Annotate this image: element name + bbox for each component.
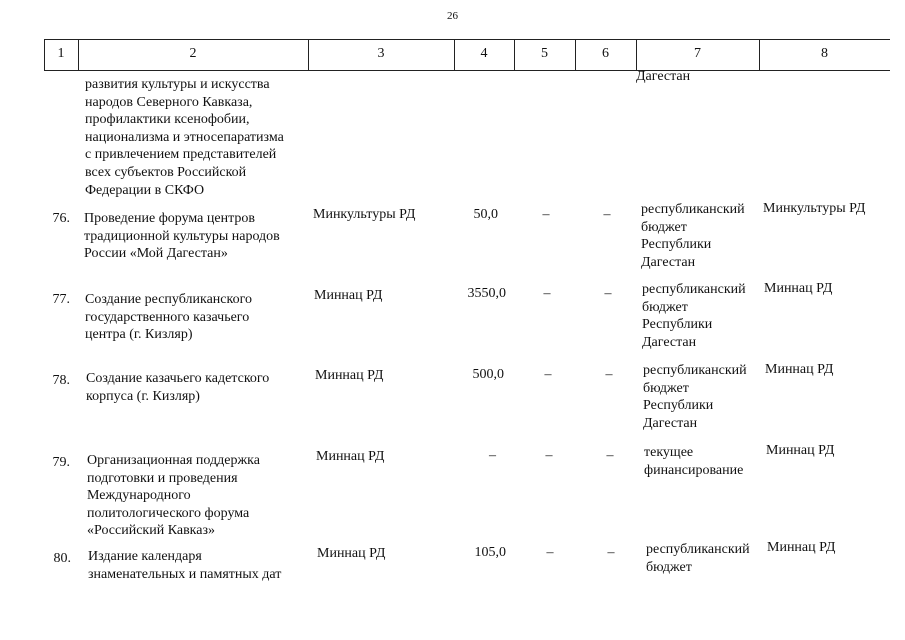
row-col5: –: [542, 207, 550, 222]
text-line: Дагестан: [641, 254, 696, 270]
row-description: [87, 452, 317, 540]
row-source: [641, 201, 766, 271]
row-col5: –: [543, 286, 551, 301]
row-amount: 105,0: [474, 545, 506, 560]
row-amount: 50,0: [473, 207, 498, 222]
row-responsible: Минкультуры РД: [763, 201, 866, 216]
text-line: традиционной культуры народов: [84, 228, 280, 244]
row-responsible: Миннац РД: [766, 443, 835, 458]
header-col-6: 6: [602, 46, 609, 61]
text-line: текущее: [644, 445, 694, 460]
text-line: всех субъектов Российской: [85, 164, 247, 180]
row-col6: –: [603, 207, 611, 222]
row-col6: –: [605, 367, 613, 382]
text-line: республиканский: [641, 202, 745, 217]
text-line: бюджет: [643, 380, 689, 396]
text-line: России «Мой Дагестан»: [84, 246, 228, 262]
row-source: [644, 444, 769, 479]
row-number: 77.: [52, 292, 70, 307]
text-line: республиканский: [642, 282, 746, 297]
header-col-3: 3: [377, 46, 385, 61]
text-line: Международного: [87, 488, 191, 504]
row-amount: 500,0: [472, 367, 504, 382]
text-line: знаменательных и памятных дат: [88, 566, 282, 582]
row-number: 79.: [52, 455, 70, 470]
text-line: бюджет: [642, 299, 688, 315]
row-responsible: Миннац РД: [767, 540, 836, 555]
row-source: [646, 541, 771, 576]
row-executor: Миннац РД: [315, 368, 384, 383]
text-line: Создание республиканского: [85, 292, 252, 307]
row-col5: –: [544, 367, 552, 382]
header-col-2: 2: [189, 46, 197, 61]
text-line: Республики: [643, 398, 714, 414]
text-line: республиканский: [646, 542, 750, 557]
row-description: [88, 548, 318, 583]
text-line: Создание казачьего кадетского: [86, 371, 270, 386]
row-col6: –: [607, 545, 615, 560]
text-line: Дагестан: [642, 334, 697, 350]
text-line: республиканский: [643, 363, 747, 378]
text-line: «Российский Кавказ»: [87, 523, 216, 539]
text-line: политологического форума: [87, 505, 250, 521]
text-line: национализма и этносепаратизма: [85, 129, 284, 145]
header-col-7: 7: [694, 46, 701, 61]
text-line: бюджет: [641, 219, 687, 235]
text-line: Республики: [641, 237, 712, 253]
text-line: корпуса (г. Кизляр): [86, 388, 200, 404]
row-number: 80.: [53, 551, 71, 566]
row-description: [85, 291, 315, 344]
text-line: государственного казачьего: [85, 309, 250, 325]
text-line: развития культуры и искусства: [85, 77, 270, 92]
row-col6: –: [604, 286, 612, 301]
text-line: народов Северного Кавказа,: [85, 94, 253, 110]
table-header: [44, 39, 890, 71]
text-line: центра (г. Кизляр): [85, 327, 193, 343]
row-number: 76.: [52, 211, 70, 226]
header-col-8: 8: [821, 46, 828, 61]
row-amount: –: [489, 448, 496, 463]
page-number: 26: [447, 10, 458, 22]
text-line: Республики: [642, 317, 713, 333]
row-description: [84, 210, 314, 263]
header-col-5: 5: [541, 46, 548, 61]
row-executor: Миннац РД: [317, 546, 386, 561]
text-line: с привлечением представителей: [85, 147, 277, 163]
text-line: Организационная поддержка: [87, 453, 260, 468]
row-number: 78.: [52, 373, 70, 388]
row-responsible: Миннац РД: [765, 362, 834, 377]
continuation-source: Дагестан: [636, 69, 691, 84]
row-col6: –: [606, 448, 614, 463]
text-line: Федерации в СКФО: [85, 182, 205, 198]
row-source: [643, 362, 768, 432]
header-col-1: 1: [57, 46, 65, 61]
header-col-4: 4: [480, 46, 488, 61]
row-col5: –: [546, 545, 554, 560]
text-line: Издание календаря: [88, 549, 202, 564]
row-executor: Миннац РД: [314, 288, 383, 303]
continuation-description: [85, 76, 315, 199]
row-source: [642, 281, 767, 351]
row-col5: –: [545, 448, 553, 463]
row-responsible: Миннац РД: [764, 281, 833, 296]
text-line: Проведение форума центров: [84, 211, 255, 226]
row-executor: Минкультуры РД: [313, 207, 416, 222]
text-line: Дагестан: [643, 415, 698, 431]
text-line: профилактики ксенофобии,: [85, 112, 250, 128]
text-line: бюджет: [646, 559, 692, 575]
row-description: [86, 370, 316, 405]
text-line: подготовки и проведения: [87, 470, 238, 486]
text-line: финансирование: [644, 462, 744, 478]
row-executor: Миннац РД: [316, 449, 385, 464]
row-amount: 3550,0: [467, 286, 506, 301]
